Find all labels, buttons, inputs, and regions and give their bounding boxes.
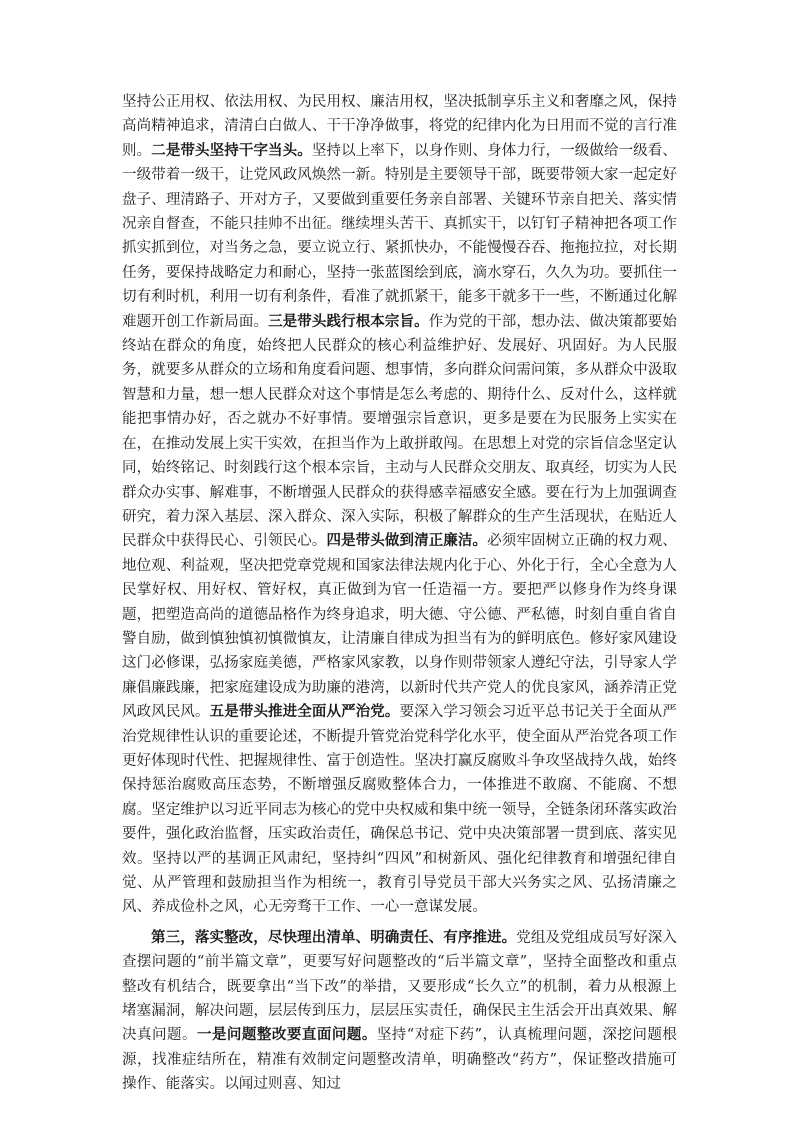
bold-heading: 第三，落实整改，尽快理出清单、明确责任、有序推进。	[151, 928, 517, 946]
text-run: 坚持以上率下，以身作则、身体力行，一级做给一级看、一级带着一级干，让党风政风焕然一新。特别是主要领导干部，既要带领大家一起定好盘子、理清路子、开对方子，又要做到重要任务亲自部署、关键环节亲自把关、落实情况亲自督查，不能只挂帅不出征。继续埋头苦干、真抓实干，以钉钉子精神把各项工作抓实抓到位，对当务之急，要立说立行、紧抓快办，不能慢慢吞吞、拖拖拉拉，对长期任务，要保持战略定力和耐心，坚持一张蓝图绘到底，滴水穿石，久久为功。要抓住一切有利时机，利用一切有利条件，看准了就抓紧干，能多干就多干一些，不断通过化解难题开创工作新局面。	[122, 142, 677, 330]
text-run: 党组及党组成员写好深入查摆问题的“前半篇文章”，更要写好问题整改的“后半篇文章”，坚持全面整改和重点整改有机结合，既要拿出“当下改”的举措，又要形成“长久立”的机制，着力从根源上堵塞漏洞，解决问题，层层传到压力，层层压实责任，确保民主生活会开出真效果、解决真问题。	[122, 929, 677, 1044]
bold-heading: 五是带头推进全面从严治党。	[209, 703, 400, 721]
paragraph-1	[122, 90, 677, 920]
bold-heading: 四是带头做到清正廉洁。	[326, 532, 488, 550]
bold-heading: 二是带头坚持干字当头。	[151, 141, 312, 159]
text-run: 坚持“对症下药”，认真梳理问题，深挖问题根源，找准症结所在，精准有效制定问题整改清单，明确整改“药方”，保证整改措施可操作、能落实。以闻过则喜、知过	[122, 1027, 677, 1093]
paragraph-2	[122, 926, 677, 1097]
text-run: 要深入学习领会习近平总书记关于全面从严治党规律性认识的重要论述，不断提升管党治党科学化水平，使全面从严治党各项工作更好体现时代性、把握规律性、富于创造性。坚决打赢反腐败斗争攻坚战持久战，始终保持惩治腐败高压态势，不断增强反腐败整体合力，一体推进不敢腐、不能腐、不想腐。坚定维护以习近平同志为核心的党中央权威和集中统一领导，全链条闭环落实政治要件，强化政治监督，压实政治责任，确保总书记、党中央决策部署一贯到底、落实见效。坚持以严的基调正风肃纪，坚持纠“四风”和树新风、强化纪律教育和增强纪律自觉、从严管理和鼓励担当作为相统一，教育引导党员干部大兴务实之风、弘扬清廉之风、养成俭朴之风，心无旁骛干工作、一心一意谋发展。	[122, 704, 677, 916]
text-run: 必须牢固树立正确的权力观、地位观、利益观，坚决把党章党规和国家法律法规内化于心、外化于行，全心全意为人民掌好权、用好权、管好权，真正做到为官一任造福一方。要把严以修身作为终身课题，把塑造高尚的道德品格作为终身追求，明大德、守公德、严私德，时刻自重自省自警自励，做到慎独慎初慎微慎友，让清廉自律成为担当有为的鲜明底色。修好家风建设这门必修课，弘扬家庭美德，严格家风家教，以身作则带领家人遵纪守法，引导家人学廉倡廉践廉，把家庭建设成为助廉的港湾，以新时代共产党人的优良家风，涵养清正党风政风民风。	[122, 533, 677, 721]
text-run: 坚持公正用权、依法用权、为民用权、廉洁用权，坚决抵制享乐主义和奢靡之风，保持高尚精神追求，清清白白做人、干干净净做事，将党的纪律内化为日用而不觉的言行准则。	[122, 94, 677, 159]
text-run: 作为党的干部，想办法、做决策都要始终站在群众的角度，始终把人民群众的核心利益维护好、发展好、巩固好。为人民服务，就要多从群众的立场和角度看问题、想事情，多向群众问需问策，多从群众中汲取智慧和力量，想一想人民群众对这个事情是怎么考虑的、期待什么、反对什么，这样就能把事情办好，否之就办不好事情。要增强宗旨意识，更多是要在为民服务上实实在在，在推动发展上实干实效，在担当作为上敢拼敢闯。在思想上对党的宗旨信念坚定认同，始终铭记、时刻践行这个根本宗旨，主动与人民群众交朋友、取真经，切实为人民群众办实事、解难事，不断增强人民群众的获得感幸福感安全感。要在行为上加强调查研究，着力深入基层、深入群众、深入实际，积极了解群众的生产生活现状，在贴近人民群众中获得民心、引领民心。	[122, 313, 677, 550]
document-page	[122, 90, 677, 1097]
bold-heading: 一是问题整改要直面问题。	[196, 1026, 377, 1044]
bold-heading: 三是带头践行根本宗旨。	[268, 312, 429, 330]
